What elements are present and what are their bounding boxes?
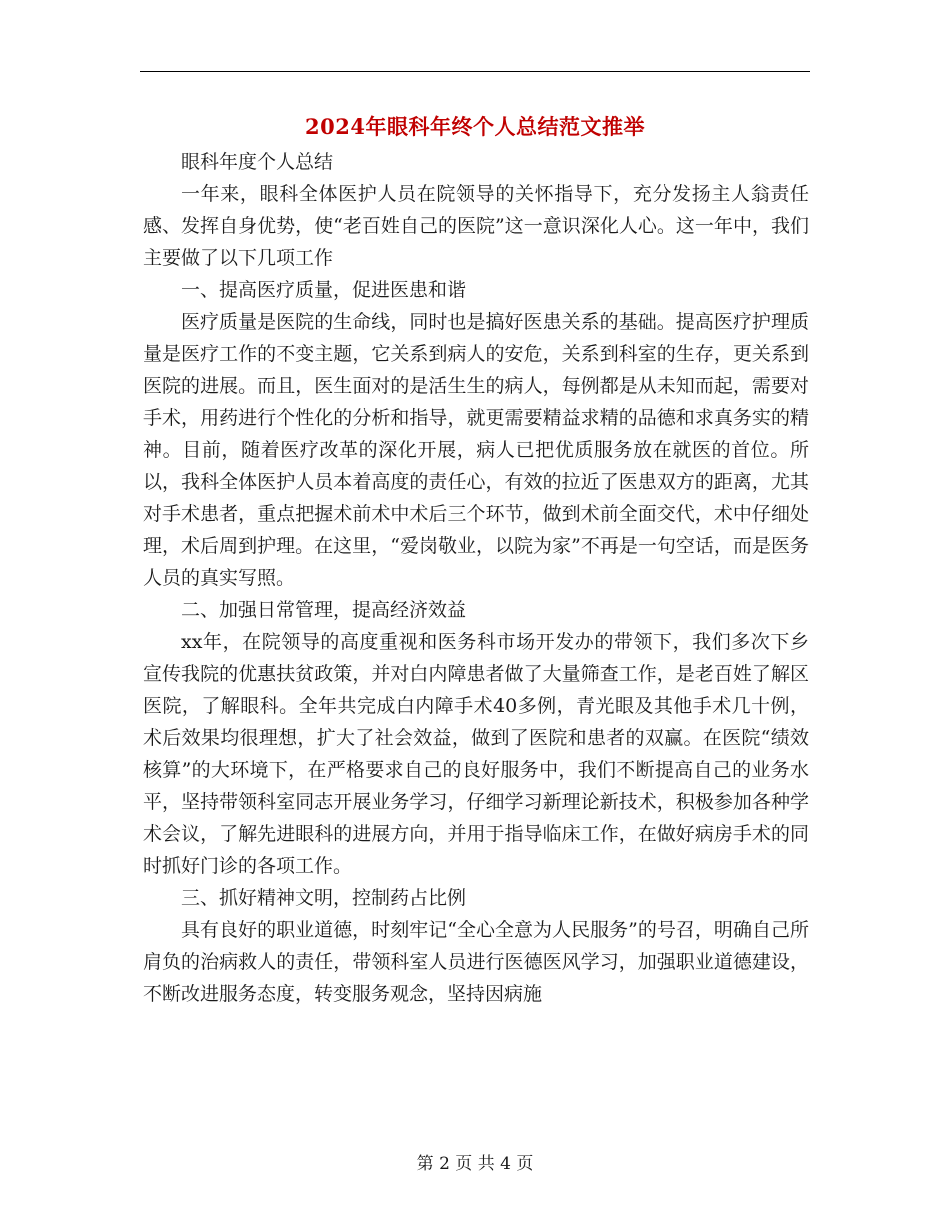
paragraph-section-1: 医疗质量是医院的生命线，同时也是搞好医患关系的基础。提高医疗护理质量是医疗工作的不变主题，它关系到病人的安危，关系到科室的生存，更关系到医院的进展。而且，医生面对的是活生生的病人，每例都是从未知而起，需要对手术，用药进行个性化的分析和指导，就更需要精益求精的品德和求真务实的精神。目前，随着医疗改革的深化开展，病人已把优质服务放在就医的首位。所以，我科全体医护人员本着高度的责任心，有效的拉近了医患双方的距离，尤其对手术患者，重点把握术前术中术后三个环节，做到术前全面交代，术中仔细处理，术后周到护理。在这里，“爱岗敬业，以院为家”不再是一句空话，而是医务人员的真实写照。	[143, 311, 809, 589]
section-heading-2: 二、加强日常管理，提高经济效益	[181, 599, 467, 621]
paragraph-section-3: 具有良好的职业道德，时刻牢记“全心全意为人民服务”的号召，明确自己所肩负的治病救人的责任，带领科室人员进行医德医风学习，加强职业道德建设，不断改进服务态度，转变服务观念，坚持因病施	[143, 919, 809, 1005]
paragraph-section-2: xx年，在院领导的高度重视和医务科市场开发办的带领下，我们多次下乡宣传我院的优惠扶贫政策，并对白内障患者做了大量筛查工作，是老百姓了解区医院，了解眼科。全年共完成白内障手术40多例，青光眼及其他手术几十例，术后效果均很理想，扩大了社会效益，做到了医院和患者的双赢。在医院“绩效核算”的大环境下，在严格要求自己的良好服务中，我们不断提高自己的业务水平，坚持带领科室同志开展业务学习，仔细学习新理论新技术，积极参加各种学术会议，了解先进眼科的进展方向，并用于指导临床工作，在做好病房手术的同时抓好门诊的各项工作。	[143, 631, 809, 877]
header-rule	[140, 71, 810, 72]
section-heading-3: 三、抓好精神文明，控制药占比例	[181, 887, 467, 909]
document-title: 2024年眼科年终个人总结范文推举	[305, 114, 645, 139]
paragraph-subtitle: 眼科年度个人总结	[181, 151, 334, 173]
paragraph-intro: 一年来，眼科全体医护人员在院领导的关怀指导下，充分发扬主人翁责任感、发挥自身优势，使“老百姓自己的医院”这一意识深化人心。这一年中，我们主要做了以下几项工作	[143, 183, 809, 269]
document-body	[143, 146, 809, 1010]
page-footer	[140, 1152, 810, 1176]
page-number: 第 2 页 共 4 页	[416, 1154, 534, 1174]
section-heading-1: 一、提高医疗质量，促进医患和谐	[181, 279, 467, 301]
